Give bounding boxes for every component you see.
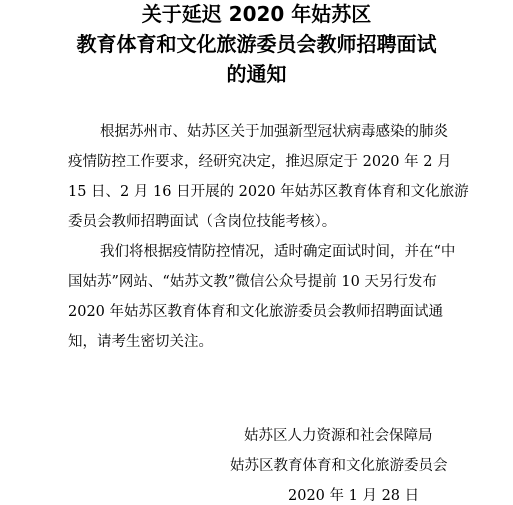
paragraph-2-line: 国姑苏”网站、“姑苏文教”微信公众号提前 10 天另行发布 — [68, 274, 437, 290]
notice-title-line-1: 关于延迟 2020 年姑苏区 — [141, 2, 372, 26]
paragraph-2-line: 知，请考生密切关注。 — [68, 334, 213, 350]
signature-org-hr: 姑苏区人力资源和社会保障局 — [244, 428, 433, 444]
paragraph-1-line: 根据苏州市、姑苏区关于加强新型冠状病毒感染的肺炎 — [100, 124, 448, 140]
signature-date: 2020 年 1 月 28 日 — [288, 488, 420, 504]
paragraph-1-line: 疫情防控工作要求，经研究决定，推迟原定于 2020 年 2 月 — [68, 154, 452, 170]
paragraph-1-line: 委员会教师招聘面试（含岗位技能考核）。 — [68, 214, 337, 230]
signature-org-education: 姑苏区教育体育和文化旅游委员会 — [230, 458, 448, 474]
paragraph-2-line: 2020 年姑苏区教育体育和文化旅游委员会教师招聘面试通 — [68, 304, 444, 320]
paragraph-1-line: 15 日、2 月 16 日开展的 2020 年姑苏区教育体育和文化旅游 — [68, 184, 469, 200]
notice-title-line-2: 教育体育和文化旅游委员会教师招聘面试 — [76, 32, 437, 56]
paragraph-2-line: 我们将根据疫情防控情况，适时确定面试时间，并在“中 — [100, 244, 456, 260]
notice-title-line-3: 的通知 — [226, 62, 287, 86]
